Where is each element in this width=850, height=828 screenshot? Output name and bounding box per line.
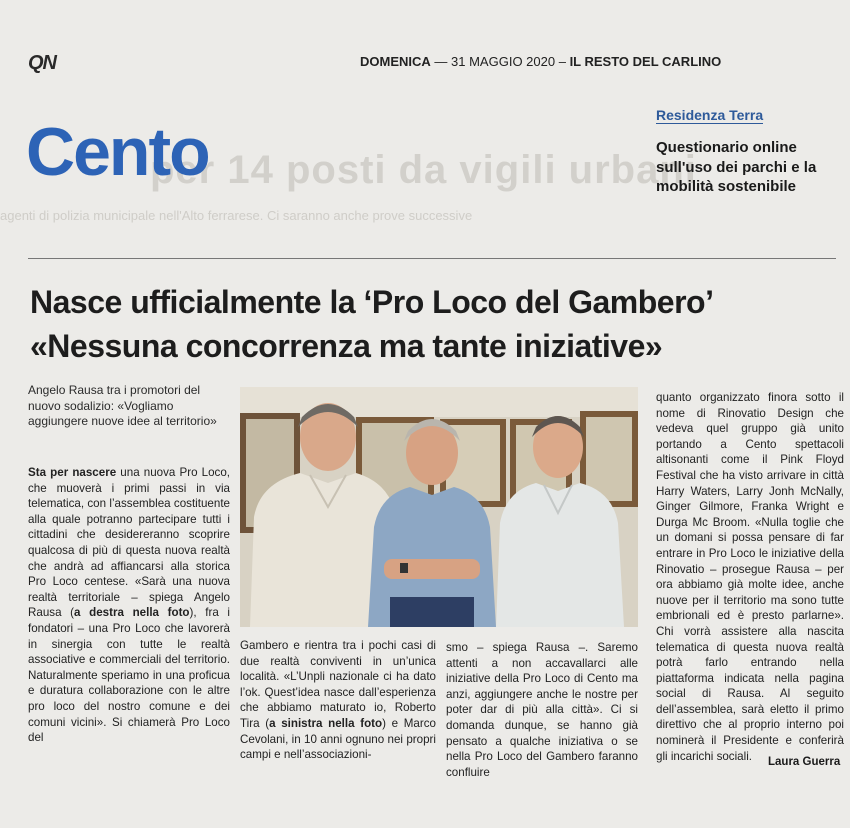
qn-logo: QN bbox=[28, 52, 56, 74]
photo-illustration bbox=[240, 387, 638, 627]
masthead-paper: IL RESTO DEL CARLINO bbox=[569, 54, 722, 69]
col1-text-b: ), fra i fondatori – una Pro Loco che lavorerà in sinergia con tutte le realtà associative e commerciali del territorio. Naturalmente speriamo in una proficua e duratura collaborazione con le altre pro loco del nostro comune e dei comuni vicini». Si chiamerà Pro Loco del bbox=[28, 606, 230, 745]
article-headline bbox=[30, 280, 840, 368]
article-column-3: smo – spiega Rausa –. Saremo attenti a non accavallarci alle iniziative della Pro Loco di Cento ma anzi, aggiungere anche le nostre per poter dar di più alla città». Ci si domanda dunque, se hanno già pensato a qualche iniziativa o se nella Pro Loco del Gambero faranno confluire bbox=[446, 641, 638, 779]
section-title: Cento bbox=[26, 114, 209, 190]
masthead bbox=[360, 54, 721, 69]
bleed-through-headline: per 14 posti da vigili urbani bbox=[150, 148, 697, 192]
author-signature: Laura Guerra bbox=[768, 756, 841, 768]
masthead-day: DOMENICA bbox=[360, 54, 431, 69]
col2-text-b: ) e Marco Cevolani, in 10 anni ognuno nei propri campi e nell’associazioni- bbox=[240, 716, 436, 762]
headline-line-2: «Nessuna concorrenza ma tante iniziative» bbox=[30, 328, 663, 364]
article-column-4: quanto organizzato finora sotto il nome di Rinovatio Design che vedeva quel gruppo già unito portando a Cento spettacoli altisonanti come il Pink Floyd Festival che ha visto arrivare in città Harry Waters, Larry Jonh McNally, Ginger Gilmore, Franka Wright e Durga Mc Broom. «Nulla toglie che un domani si possa pensare di far entrare in Pro Loco le iniziative della Rinovatio – prosegue Rausa – per ora abbiamo già molte idee, anche nuove per il territorio ma sono tutte embrionali ed è presto parlarne». Chi vorrà assistere alla nascita telematica di questa nuova realtà potrà farlo entrando nella piattaforma indicata nella pagina social di Rausa. Al seguito dell’assemblea, sarà eletto il primo direttivo che al proprio interno poi nominerà il Presidente e conferirà gli incarichi sociali. bbox=[656, 391, 844, 763]
masthead-date: 31 MAGGIO 2020 bbox=[451, 54, 556, 69]
article-column-2 bbox=[240, 638, 436, 763]
article-column-1 bbox=[28, 465, 230, 746]
masthead-sep: – bbox=[558, 54, 570, 69]
masthead-sep: — bbox=[434, 54, 452, 69]
col1-caption-ref: a destra nella foto bbox=[74, 606, 190, 620]
bleed-through-strap: agenti di polizia municipale nell'Alto ferrarese. Ci saranno anche prove successive bbox=[0, 208, 473, 223]
article-lead: Sta per nascere bbox=[28, 466, 117, 479]
sidebar-headline: Questionario online sull'uso dei parchi e la mobilità sostenibile bbox=[656, 139, 817, 195]
col2-text-a: Gambero e rientra tra i pochi casi di due realtà conviventi in un’unica località. «L’Unpli nazionale ci ha dato l’ok. Quest’idea nasce dall’esperienza che abbiamo maturato io, Roberto Tira ( bbox=[240, 639, 436, 730]
sidebar-kicker: Residenza Terra bbox=[656, 107, 764, 123]
headline-line-1: Nasce ufficialmente la ‘Pro Loco del Gambero’ bbox=[30, 284, 714, 320]
col1-text-a: una nuova Pro Loco, che muoverà i primi passi in via telematica, con l’assemblea costituente alla quale potranno partecipare tutti i cittadini che desidereranno scoprire qualcosa di più di questa nuova realtà che andrà ad affiancarsi alla storica Pro Loco centese. «Sarà una nuova realtà territoriale – spiega Angelo Rausa ( bbox=[28, 466, 230, 620]
divider-rule bbox=[28, 258, 836, 259]
col2-caption-ref: a sinistra nella foto bbox=[269, 716, 383, 730]
article-photo bbox=[240, 387, 638, 627]
article-summary: Angelo Rausa tra i promotori del nuovo sodalizio: «Vogliamo aggiungere nuove idee al territorio» bbox=[28, 383, 217, 428]
